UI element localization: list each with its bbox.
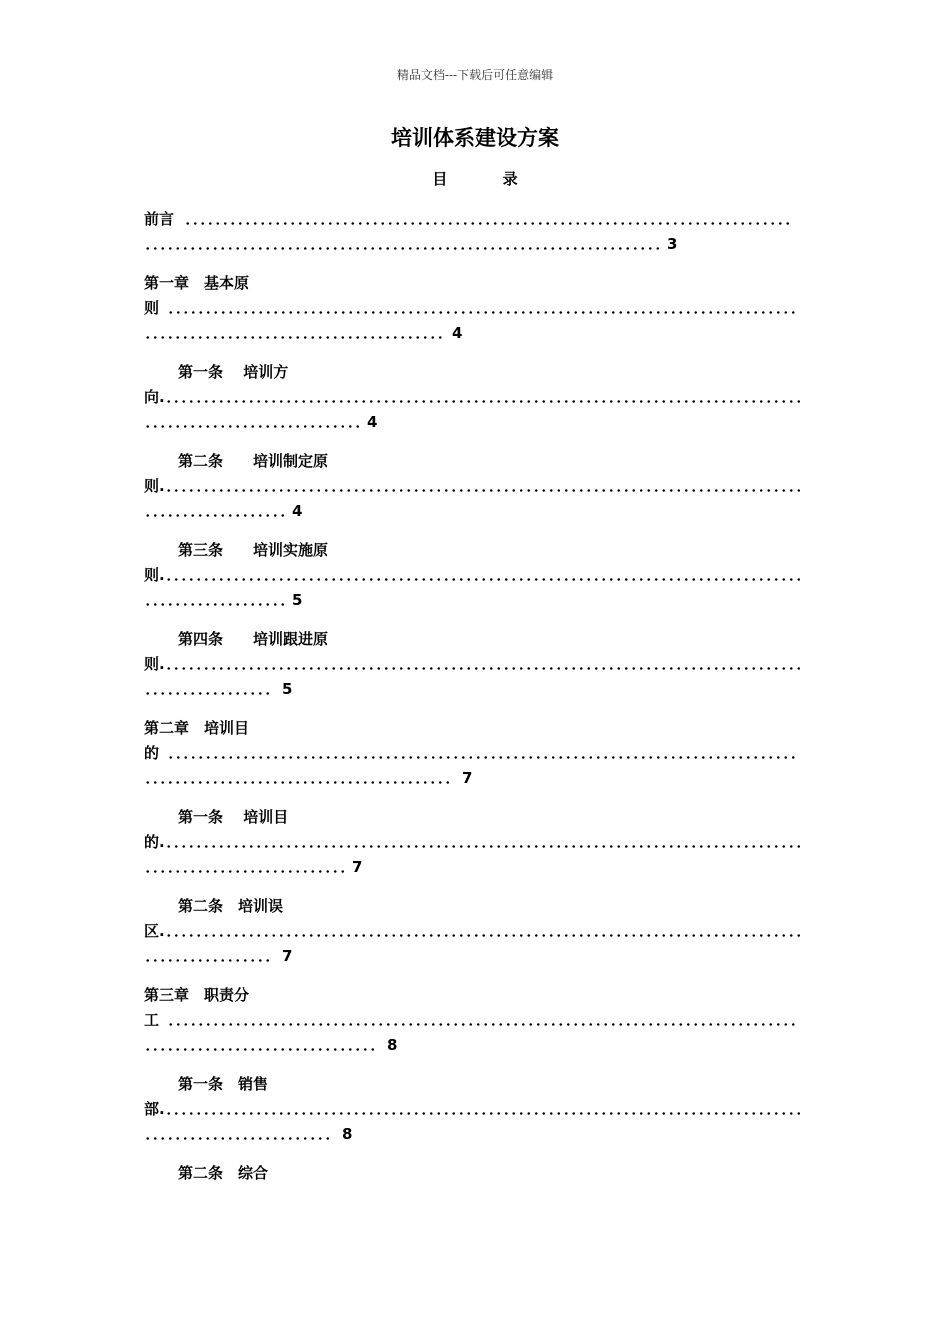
dot-leader: [167, 296, 799, 321]
toc-entry-title-cont: 则.: [144, 655, 165, 673]
dot-leader: [165, 385, 804, 410]
dot-leader: [184, 207, 794, 232]
toc-page-number: 5: [282, 680, 293, 698]
toc-entry-title-cont: 则: [144, 299, 160, 317]
dot-leader: [144, 766, 454, 791]
toc-entry-title: 第一条 销售: [178, 1075, 269, 1093]
dot-leader: [167, 741, 799, 766]
toc-entry-title-cont: 则.: [144, 477, 165, 495]
toc-entry[interactable]: [144, 271, 804, 346]
document-title: 培训体系建设方案: [391, 126, 559, 150]
toc-page-number: 7: [352, 858, 363, 876]
toc-entry-title: 第三条 培训实施原: [178, 541, 329, 559]
toc-entry[interactable]: [144, 716, 804, 791]
toc-entry[interactable]: [144, 983, 804, 1058]
toc-entry[interactable]: [144, 207, 804, 257]
page-header: 精品文档---下载后可任意编辑: [396, 68, 554, 82]
dot-leader: [165, 830, 804, 855]
toc-page-number: 5: [292, 591, 303, 609]
toc-entry-title-cont: 的: [144, 744, 160, 762]
toc-entry[interactable]: [144, 1072, 804, 1147]
toc-page-number: 4: [452, 324, 463, 342]
toc-entry-title: 第二章 培训目: [144, 719, 250, 737]
toc-page-number: 8: [387, 1036, 398, 1054]
toc-page-number: 8: [342, 1125, 353, 1143]
dot-leader: [165, 919, 804, 944]
dot-leader: [144, 499, 284, 524]
toc-entry-title-cont: 工: [144, 1011, 160, 1029]
dot-leader: [167, 1008, 799, 1033]
toc-entry-title-cont: 的.: [144, 833, 165, 851]
dot-leader: [144, 855, 344, 880]
toc-entry[interactable]: [144, 538, 804, 613]
dot-leader: [144, 1033, 379, 1058]
toc-entry[interactable]: [144, 627, 804, 702]
toc-entry[interactable]: [144, 360, 804, 435]
dot-leader: [144, 1122, 334, 1147]
dot-leader: [144, 410, 359, 435]
dot-leader: [144, 321, 444, 346]
toc-heading: 目 录: [432, 170, 518, 188]
dot-leader: [144, 944, 274, 969]
toc-page-number: 4: [292, 502, 303, 520]
toc-entry[interactable]: [144, 1161, 804, 1186]
toc-entry-title: 第四条 培训跟进原: [178, 630, 329, 648]
toc-entry-title: 第二条 培训误: [178, 897, 284, 915]
toc-page-number: 4: [367, 413, 378, 431]
toc-entry-title-cont: 向.: [144, 388, 165, 406]
toc-entry-title: 第二条 综合: [178, 1164, 269, 1182]
dot-leader: [144, 677, 274, 702]
toc-entry[interactable]: [144, 449, 804, 524]
toc-page-number: 3: [667, 235, 678, 253]
toc-entry-title-cont: 部.: [144, 1100, 165, 1118]
dot-leader: [165, 1097, 804, 1122]
toc-page-number: 7: [282, 947, 293, 965]
toc-page-number: 7: [462, 769, 473, 787]
toc-entry-title: 第一章 基本原: [144, 274, 250, 292]
toc-entry-title: 第二条 培训制定原: [178, 452, 329, 470]
table-of-contents: [144, 207, 804, 1200]
toc-entry-title: 第一条 培训方: [178, 363, 289, 381]
dot-leader: [165, 474, 804, 499]
toc-entry-title-cont: 区.: [144, 922, 165, 940]
toc-entry-title: 前言: [144, 210, 175, 228]
toc-entry[interactable]: [144, 805, 804, 880]
toc-entry[interactable]: [144, 894, 804, 969]
dot-leader: [165, 652, 804, 677]
toc-entry-title-cont: 则.: [144, 566, 165, 584]
dot-leader: [144, 588, 284, 613]
dot-leader: [165, 563, 804, 588]
toc-entry-title: 第三章 职责分: [144, 986, 250, 1004]
toc-entry-title: 第一条 培训目: [178, 808, 289, 826]
dot-leader: [144, 232, 659, 257]
